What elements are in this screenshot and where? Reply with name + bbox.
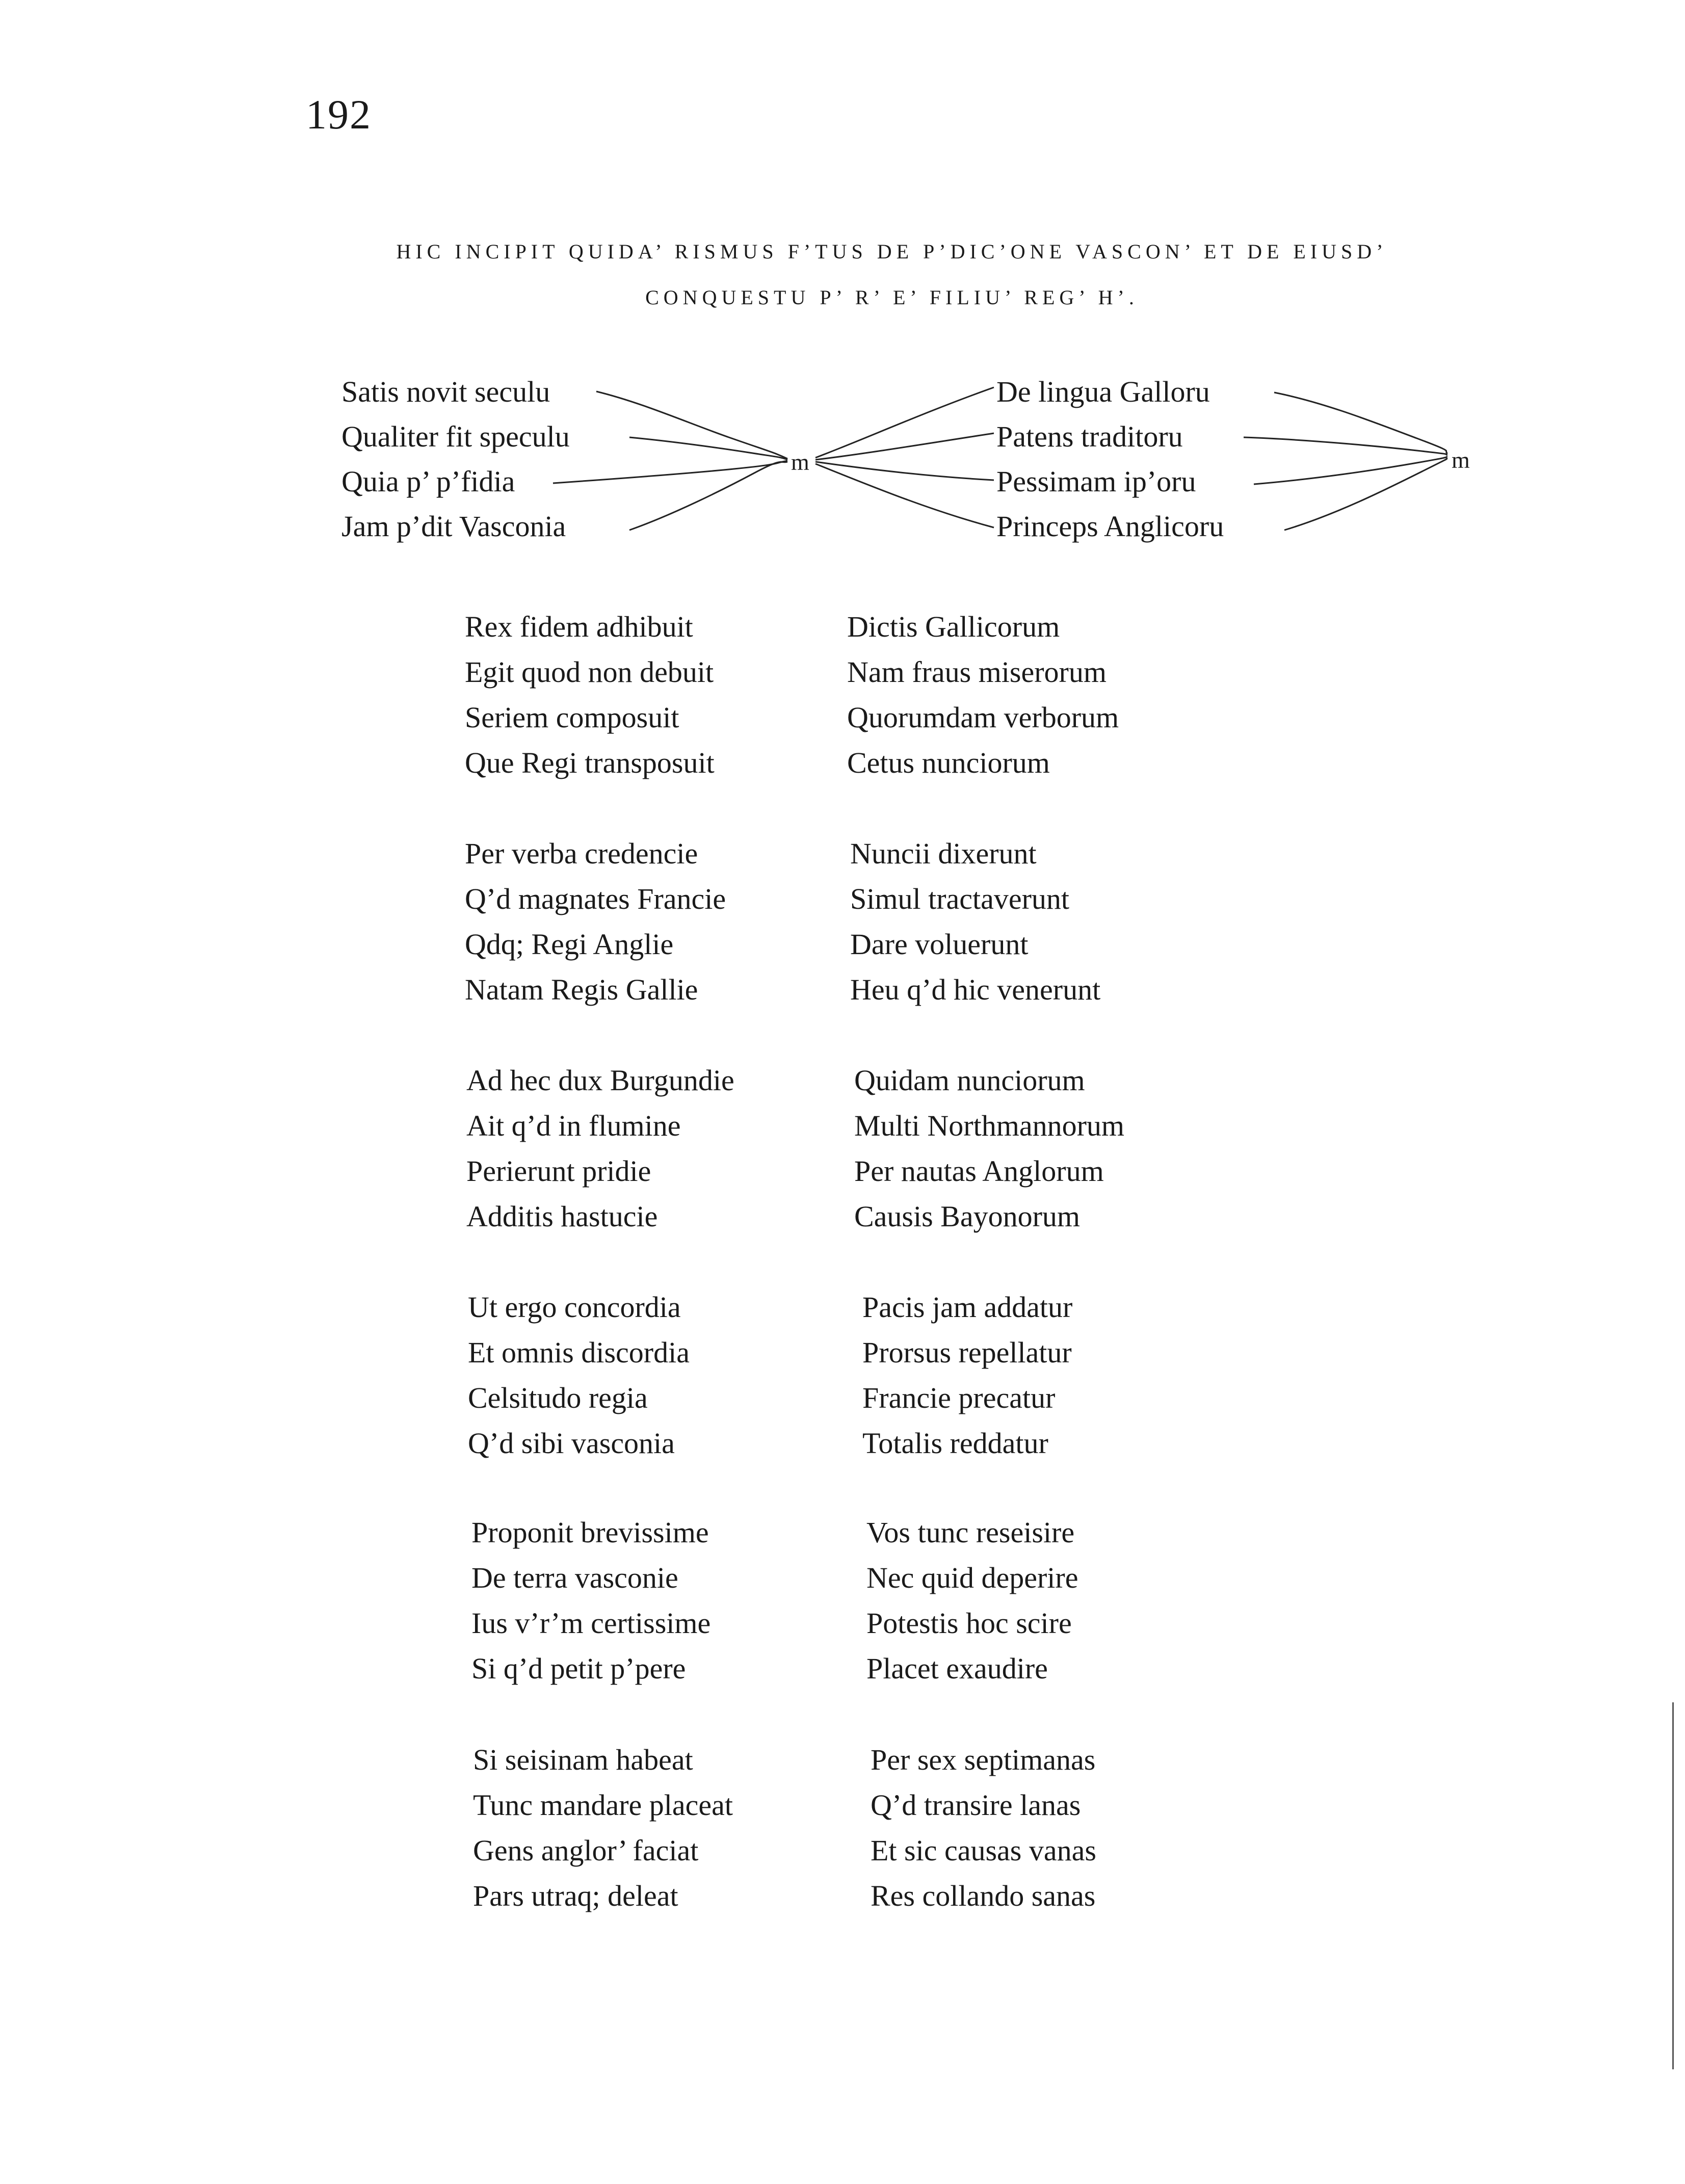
verse-line: Nec quid deperire (866, 1561, 1078, 1594)
verse-line: Totalis reddatur (862, 1427, 1048, 1460)
stanza-4-right (862, 1284, 1072, 1466)
verse-line: Q’d magnates Francie (465, 882, 726, 915)
verse-line: Gens anglor’ faciat (473, 1834, 699, 1867)
stanza-2-right (850, 831, 1100, 1012)
verse-line: Per nautas Anglorum (854, 1154, 1104, 1188)
verse-line: Q’d transire lanas (871, 1788, 1081, 1822)
diagram-right-rhyme: m (1452, 447, 1470, 473)
verse-line: Ad hec dux Burgundie (466, 1064, 734, 1097)
verse-line: Q’d sibi vasconia (468, 1427, 675, 1460)
diagram-right-line: Princeps Anglicoru (996, 510, 1224, 543)
brace-line (629, 437, 787, 460)
verse-line: Ut ergo concordia (468, 1291, 681, 1324)
brace-line (1284, 458, 1447, 530)
stanza-4-left (468, 1284, 690, 1466)
verse-line: Heu q’d hic venerunt (850, 973, 1101, 1006)
scan-edge-line (1672, 1702, 1674, 2069)
diagram-left-rhyme: m (791, 449, 809, 475)
brace-line (596, 391, 787, 459)
stanza-5-right (866, 1510, 1078, 1691)
brace-line (1244, 437, 1447, 455)
verse-line: Tunc mandare placeat (473, 1788, 733, 1822)
verse-line: Et sic causas vanas (871, 1834, 1096, 1867)
verse-line: Seriem composuit (465, 701, 679, 734)
verse-line: Additis hastucie (466, 1200, 658, 1233)
verse-line: Ait q’d in flumine (466, 1109, 681, 1142)
verse-line: Cetus nunciorum (847, 746, 1050, 779)
verse-line: Rex fidem adhibuit (465, 610, 693, 643)
diagram-right-line: Pessimam ip’oru (996, 465, 1196, 498)
verse-line: Nuncii dixerunt (850, 837, 1037, 870)
verse-line: Prorsus repellatur (862, 1336, 1072, 1369)
verse-line: Celsitudo regia (468, 1381, 648, 1414)
diagram-left-line: Jam p’dit Vasconia (341, 510, 566, 543)
verse-line: Placet exaudire (866, 1652, 1048, 1685)
verse-line: Potestis hoc scire (866, 1607, 1072, 1640)
verse-line: Si seisinam habeat (473, 1743, 693, 1776)
verse-line: Egit quod non debuit (465, 655, 714, 689)
verse-line: Que Regi transposuit (465, 746, 715, 779)
stanza-5-left (471, 1510, 710, 1691)
verse-line: Simul tractaverunt (850, 882, 1070, 915)
stanza-2-left (465, 831, 726, 1012)
diagram-left-line: Qualiter fit speculu (341, 420, 570, 453)
verse-line: Proponit brevissime (471, 1516, 709, 1549)
stanza-6-right (871, 1737, 1096, 1918)
diagram-right-line: De lingua Galloru (996, 375, 1210, 408)
verse-line: Nam fraus miserorum (847, 655, 1107, 689)
verse-line: Quorumdam verborum (847, 701, 1119, 734)
verse-line: Et omnis discordia (468, 1336, 690, 1369)
verse-line: Natam Regis Gallie (465, 973, 698, 1006)
verse-line: Per verba credencie (465, 837, 698, 870)
verse-line: Dare voluerunt (850, 928, 1029, 961)
verse-line: Pacis jam addatur (862, 1291, 1073, 1324)
verse-line: Perierunt pridie (466, 1154, 651, 1188)
stanza-1-left (465, 604, 715, 785)
heading-line-2: CONQUESTU P’ R’ E’ FILIU’ REG’ H’. (645, 286, 1139, 309)
page-number: 192 (306, 91, 372, 138)
stanza-3-right (854, 1058, 1124, 1239)
brace-line (553, 461, 787, 483)
heading-line-1: HIC INCIPIT QUIDA’ RISMUS F’TUS DE P’DIC’ONE VASCON’ ET DE EIUSD’ (396, 240, 1388, 263)
verse-line: Causis Bayonorum (854, 1200, 1081, 1233)
verse-line: Res collando sanas (871, 1879, 1096, 1912)
brace-line (815, 462, 994, 480)
verse-line: Vos tunc reseisire (866, 1516, 1075, 1549)
rhyme-brace-lines (0, 0, 1685, 586)
diagram-left-line: Satis novit seculu (341, 375, 550, 408)
verse-line: Per sex septimanas (871, 1743, 1096, 1776)
verse-line: Pars utraq; deleat (473, 1879, 678, 1912)
diagram-right-line: Patens traditoru (996, 420, 1183, 453)
brace-line (1254, 457, 1447, 484)
stanza-6-left (473, 1737, 733, 1918)
verse-line: Francie precatur (862, 1381, 1056, 1414)
verse-line: Multi Northmannorum (854, 1109, 1125, 1142)
verse-line: Dictis Gallicorum (847, 610, 1060, 643)
verse-line: Qdq; Regi Anglie (465, 928, 674, 961)
stanza-3-left (466, 1058, 734, 1239)
verse-line: Quidam nunciorum (854, 1064, 1085, 1097)
diagram-left-line: Quia p’ p’fidia (341, 465, 515, 498)
stanza-1-right (847, 604, 1119, 785)
verse-line: Ius v’r’m certissime (471, 1607, 711, 1640)
verse-line: De terra vasconie (471, 1561, 678, 1594)
verse-line: Si q’d petit p’pere (471, 1652, 686, 1685)
